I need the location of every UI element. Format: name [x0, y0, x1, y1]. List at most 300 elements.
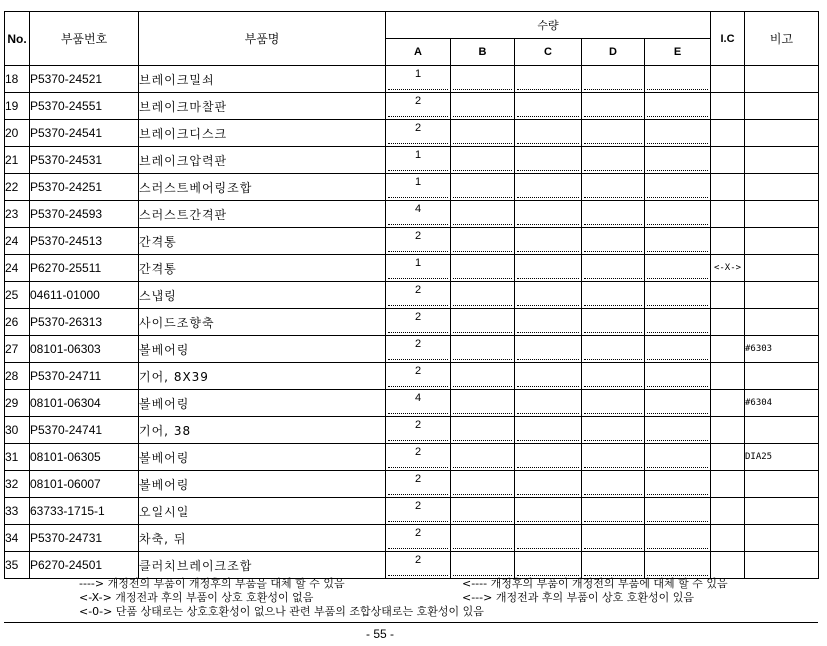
header-col-a: A [386, 39, 451, 66]
qty-cell-b [451, 282, 515, 309]
qty-value: 2 [414, 338, 422, 350]
qty-dotted-line [584, 197, 642, 198]
remark [745, 471, 819, 498]
interchangeability-code [711, 174, 745, 201]
row-number: 20 [5, 120, 30, 147]
qty-dotted-line [388, 440, 448, 441]
row-number: 34 [5, 525, 30, 552]
qty-cell-c [515, 336, 582, 363]
qty-cell-d [582, 552, 645, 579]
part-name: 오일시일 [139, 498, 386, 525]
qty-dotted-line [517, 494, 579, 495]
header-quantity: 수량 [386, 12, 711, 39]
qty-cell-d [582, 66, 645, 93]
qty-cell-c [515, 309, 582, 336]
qty-cell-a [386, 174, 451, 201]
qty-cell-c [515, 228, 582, 255]
part-number: P5370-24513 [30, 228, 139, 255]
qty-dotted-line [453, 332, 512, 333]
qty-cell-c [515, 174, 582, 201]
qty-dotted-line [453, 386, 512, 387]
qty-cell-a [386, 390, 451, 417]
qty-cell-c [515, 498, 582, 525]
table-row [5, 498, 819, 525]
qty-dotted-line [453, 413, 512, 414]
qty-cell-a [386, 363, 451, 390]
interchangeability-code [711, 336, 745, 363]
qty-cell-d [582, 255, 645, 282]
table-row [5, 255, 819, 282]
qty-cell-a [386, 255, 451, 282]
table-row [5, 93, 819, 120]
interchangeability-code [711, 66, 745, 93]
qty-dotted-line [453, 305, 512, 306]
qty-cell-a [386, 201, 451, 228]
qty-dotted-line [453, 359, 512, 360]
interchangeability-code [711, 147, 745, 174]
qty-dotted-line [517, 521, 579, 522]
part-name: 차축, 뒤 [139, 525, 386, 552]
row-number: 35 [5, 552, 30, 579]
qty-dotted-line [647, 278, 708, 279]
qty-dotted-line [453, 170, 512, 171]
qty-cell-d [582, 498, 645, 525]
qty-dotted-line [647, 170, 708, 171]
part-number: 08101-06304 [30, 390, 139, 417]
header-no: No. [5, 12, 30, 66]
qty-dotted-line [584, 359, 642, 360]
qty-cell-e [645, 363, 711, 390]
interchangeability-code [711, 417, 745, 444]
qty-cell-d [582, 174, 645, 201]
qty-dotted-line [647, 359, 708, 360]
qty-dotted-line [647, 467, 708, 468]
qty-dotted-line [584, 494, 642, 495]
qty-cell-a [386, 228, 451, 255]
qty-value: 1 [414, 149, 422, 161]
qty-dotted-line [584, 521, 642, 522]
qty-dotted-line [584, 278, 642, 279]
qty-dotted-line [647, 332, 708, 333]
header-col-c: C [515, 39, 582, 66]
qty-value: 4 [414, 392, 422, 404]
row-number: 24 [5, 228, 30, 255]
interchangeability-code [711, 201, 745, 228]
qty-value: 2 [414, 527, 422, 539]
table-row [5, 525, 819, 552]
qty-dotted-line [517, 440, 579, 441]
interchangeability-code [711, 282, 745, 309]
qty-dotted-line [388, 413, 448, 414]
qty-dotted-line [584, 332, 642, 333]
qty-cell-d [582, 93, 645, 120]
header-col-e: E [645, 39, 711, 66]
legend-text: <-0-> 단품 상태로는 상호호환성이 없으나 관련 부품의 조합상태로는 호환성이 있음 [79, 605, 484, 618]
interchangeability-code [711, 552, 745, 579]
part-number: P5370-24531 [30, 147, 139, 174]
qty-dotted-line [388, 278, 448, 279]
qty-dotted-line [647, 386, 708, 387]
qty-cell-c [515, 201, 582, 228]
qty-cell-d [582, 417, 645, 444]
row-number: 30 [5, 417, 30, 444]
part-number: P6270-24501 [30, 552, 139, 579]
remark [745, 147, 819, 174]
qty-dotted-line [647, 143, 708, 144]
remark [745, 498, 819, 525]
qty-cell-a [386, 498, 451, 525]
qty-cell-a [386, 336, 451, 363]
qty-cell-b [451, 417, 515, 444]
qty-dotted-line [453, 548, 512, 549]
header-part-name: 부품명 [139, 12, 386, 66]
qty-dotted-line [517, 575, 579, 576]
part-number: P5370-24541 [30, 120, 139, 147]
qty-dotted-line [453, 494, 512, 495]
qty-dotted-line [517, 197, 579, 198]
legend-text: ----> 개정전의 부품이 개정후의 부품을 대체 할 수 있음 [79, 577, 345, 590]
qty-cell-b [451, 363, 515, 390]
qty-dotted-line [517, 467, 579, 468]
remark: #6303 [745, 336, 819, 363]
qty-cell-a [386, 282, 451, 309]
qty-dotted-line [584, 251, 642, 252]
table-row [5, 147, 819, 174]
qty-dotted-line [453, 575, 512, 576]
remark [745, 525, 819, 552]
table-row [5, 66, 819, 93]
qty-value: 2 [414, 95, 422, 107]
page-number: - 55 - [365, 627, 394, 641]
row-number: 27 [5, 336, 30, 363]
interchangeability-code [711, 498, 745, 525]
row-number: 31 [5, 444, 30, 471]
qty-dotted-line [453, 521, 512, 522]
part-name: 기어, 8X39 [139, 363, 386, 390]
part-number: 63733-1715-1 [30, 498, 139, 525]
qty-cell-e [645, 282, 711, 309]
qty-dotted-line [517, 251, 579, 252]
qty-dotted-line [647, 548, 708, 549]
qty-cell-e [645, 471, 711, 498]
qty-cell-e [645, 336, 711, 363]
qty-dotted-line [584, 386, 642, 387]
qty-dotted-line [388, 521, 448, 522]
qty-cell-a [386, 552, 451, 579]
remark [745, 66, 819, 93]
qty-dotted-line [647, 440, 708, 441]
row-number: 26 [5, 309, 30, 336]
qty-dotted-line [388, 386, 448, 387]
legend-line-3 [79, 605, 799, 619]
qty-cell-e [645, 552, 711, 579]
qty-cell-d [582, 309, 645, 336]
qty-dotted-line [388, 143, 448, 144]
part-number: P5370-24521 [30, 66, 139, 93]
part-name: 스러스트베어링조합 [139, 174, 386, 201]
qty-dotted-line [517, 116, 579, 117]
part-number: P6270-25511 [30, 255, 139, 282]
table-row [5, 282, 819, 309]
row-number: 22 [5, 174, 30, 201]
table-row [5, 363, 819, 390]
qty-cell-c [515, 390, 582, 417]
qty-dotted-line [647, 494, 708, 495]
interchangeability-legend [79, 577, 799, 619]
qty-cell-c [515, 66, 582, 93]
qty-cell-c [515, 255, 582, 282]
qty-dotted-line [388, 116, 448, 117]
qty-cell-a [386, 93, 451, 120]
remark [745, 363, 819, 390]
qty-cell-b [451, 552, 515, 579]
qty-cell-b [451, 390, 515, 417]
qty-value: 2 [414, 473, 422, 485]
remark [745, 201, 819, 228]
qty-dotted-line [584, 575, 642, 576]
qty-dotted-line [517, 548, 579, 549]
row-number: 18 [5, 66, 30, 93]
remark [745, 552, 819, 579]
part-name: 간격통 [139, 255, 386, 282]
qty-cell-d [582, 471, 645, 498]
qty-dotted-line [388, 224, 448, 225]
interchangeability-code [711, 444, 745, 471]
row-number: 29 [5, 390, 30, 417]
qty-dotted-line [647, 251, 708, 252]
row-number: 28 [5, 363, 30, 390]
part-number: 08101-06007 [30, 471, 139, 498]
interchangeability-code [711, 309, 745, 336]
qty-cell-d [582, 363, 645, 390]
qty-dotted-line [453, 116, 512, 117]
header-col-b: B [451, 39, 515, 66]
qty-cell-c [515, 282, 582, 309]
qty-cell-c [515, 363, 582, 390]
row-number: 33 [5, 498, 30, 525]
qty-dotted-line [584, 116, 642, 117]
qty-cell-b [451, 525, 515, 552]
row-number: 21 [5, 147, 30, 174]
qty-dotted-line [388, 575, 448, 576]
qty-cell-d [582, 147, 645, 174]
part-number: P5370-24251 [30, 174, 139, 201]
row-number: 23 [5, 201, 30, 228]
qty-dotted-line [647, 89, 708, 90]
qty-cell-b [451, 471, 515, 498]
qty-cell-b [451, 444, 515, 471]
qty-dotted-line [584, 548, 642, 549]
qty-dotted-line [388, 170, 448, 171]
qty-cell-b [451, 66, 515, 93]
qty-cell-d [582, 525, 645, 552]
part-name: 기어, 38 [139, 417, 386, 444]
remark [745, 228, 819, 255]
part-number: P5370-24731 [30, 525, 139, 552]
part-name: 볼베어링 [139, 471, 386, 498]
part-number: P5370-24593 [30, 201, 139, 228]
row-number: 25 [5, 282, 30, 309]
qty-cell-b [451, 255, 515, 282]
qty-value: 2 [414, 500, 422, 512]
header-ic: I.C [711, 12, 745, 66]
part-number: 04611-01000 [30, 282, 139, 309]
qty-cell-b [451, 201, 515, 228]
qty-dotted-line [584, 143, 642, 144]
qty-dotted-line [584, 89, 642, 90]
table-row [5, 471, 819, 498]
legend-line-2 [79, 591, 799, 605]
qty-dotted-line [647, 305, 708, 306]
qty-cell-e [645, 255, 711, 282]
qty-cell-b [451, 93, 515, 120]
qty-cell-e [645, 228, 711, 255]
row-number: 32 [5, 471, 30, 498]
parts-table [4, 11, 819, 579]
part-number: P5370-24711 [30, 363, 139, 390]
qty-dotted-line [517, 386, 579, 387]
interchangeability-code [711, 471, 745, 498]
qty-cell-c [515, 120, 582, 147]
remark [745, 417, 819, 444]
part-name: 브레이크디스크 [139, 120, 386, 147]
qty-cell-c [515, 93, 582, 120]
qty-dotted-line [584, 413, 642, 414]
qty-cell-e [645, 417, 711, 444]
qty-dotted-line [517, 278, 579, 279]
header-part-number: 부품번호 [30, 12, 139, 66]
qty-cell-e [645, 147, 711, 174]
header-col-d: D [582, 39, 645, 66]
part-name: 브레이크밀쇠 [139, 66, 386, 93]
qty-cell-b [451, 498, 515, 525]
qty-dotted-line [517, 413, 579, 414]
table-row [5, 174, 819, 201]
part-name: 볼베어링 [139, 336, 386, 363]
qty-dotted-line [388, 359, 448, 360]
qty-value: 2 [414, 122, 422, 134]
qty-cell-d [582, 282, 645, 309]
qty-cell-c [515, 444, 582, 471]
remark [745, 174, 819, 201]
part-number: 08101-06303 [30, 336, 139, 363]
qty-dotted-line [517, 224, 579, 225]
part-name: 브레이크마찰판 [139, 93, 386, 120]
part-name: 볼베어링 [139, 390, 386, 417]
qty-dotted-line [388, 467, 448, 468]
qty-dotted-line [388, 197, 448, 198]
qty-cell-d [582, 390, 645, 417]
remark [745, 282, 819, 309]
qty-dotted-line [388, 251, 448, 252]
qty-value: 2 [414, 554, 422, 566]
table-row [5, 228, 819, 255]
table-row [5, 201, 819, 228]
qty-value: 2 [414, 311, 422, 323]
table-row [5, 552, 819, 579]
qty-cell-d [582, 201, 645, 228]
qty-cell-b [451, 174, 515, 201]
qty-cell-c [515, 552, 582, 579]
qty-dotted-line [453, 197, 512, 198]
qty-dotted-line [517, 170, 579, 171]
qty-dotted-line [517, 332, 579, 333]
qty-dotted-line [584, 467, 642, 468]
qty-cell-b [451, 336, 515, 363]
part-number: P5370-26313 [30, 309, 139, 336]
remark [745, 93, 819, 120]
table-row [5, 309, 819, 336]
qty-dotted-line [584, 305, 642, 306]
qty-dotted-line [647, 197, 708, 198]
qty-cell-a [386, 66, 451, 93]
interchangeability-code [711, 228, 745, 255]
qty-dotted-line [517, 305, 579, 306]
part-number: 08101-06305 [30, 444, 139, 471]
table-row [5, 120, 819, 147]
part-name: 클러치브레이크조합 [139, 552, 386, 579]
qty-cell-b [451, 120, 515, 147]
qty-cell-d [582, 228, 645, 255]
qty-cell-c [515, 417, 582, 444]
qty-value: 2 [414, 446, 422, 458]
qty-dotted-line [453, 467, 512, 468]
qty-dotted-line [584, 224, 642, 225]
part-name: 스냅링 [139, 282, 386, 309]
qty-value: 2 [414, 419, 422, 431]
qty-dotted-line [517, 359, 579, 360]
qty-dotted-line [647, 413, 708, 414]
qty-cell-e [645, 201, 711, 228]
qty-cell-e [645, 174, 711, 201]
legend-text: <-X-> 개정전과 후의 부품이 상호 호환성이 없음 [79, 591, 314, 604]
qty-cell-a [386, 417, 451, 444]
qty-dotted-line [453, 224, 512, 225]
table-row [5, 390, 819, 417]
qty-dotted-line [453, 440, 512, 441]
parts-table-body [5, 66, 819, 579]
table-row [5, 417, 819, 444]
qty-cell-a [386, 471, 451, 498]
part-name: 사이드조향축 [139, 309, 386, 336]
header-row [5, 12, 819, 39]
qty-cell-a [386, 444, 451, 471]
row-number: 19 [5, 93, 30, 120]
part-name: 브레이크압력판 [139, 147, 386, 174]
qty-dotted-line [517, 143, 579, 144]
qty-dotted-line [584, 170, 642, 171]
qty-value: 2 [414, 230, 422, 242]
qty-cell-d [582, 336, 645, 363]
table-row [5, 336, 819, 363]
legend-text: <---> 개정전과 후의 부품이 상호 호환성이 있음 [462, 591, 694, 604]
qty-dotted-line [647, 575, 708, 576]
parts-list-page [4, 11, 818, 579]
qty-cell-a [386, 147, 451, 174]
qty-value: 1 [414, 257, 422, 269]
qty-dotted-line [647, 521, 708, 522]
qty-cell-b [451, 147, 515, 174]
qty-cell-e [645, 120, 711, 147]
qty-cell-a [386, 120, 451, 147]
qty-dotted-line [517, 89, 579, 90]
qty-dotted-line [453, 89, 512, 90]
qty-cell-b [451, 228, 515, 255]
qty-dotted-line [647, 116, 708, 117]
interchangeability-code [711, 390, 745, 417]
qty-value: 1 [414, 176, 422, 188]
qty-dotted-line [388, 548, 448, 549]
